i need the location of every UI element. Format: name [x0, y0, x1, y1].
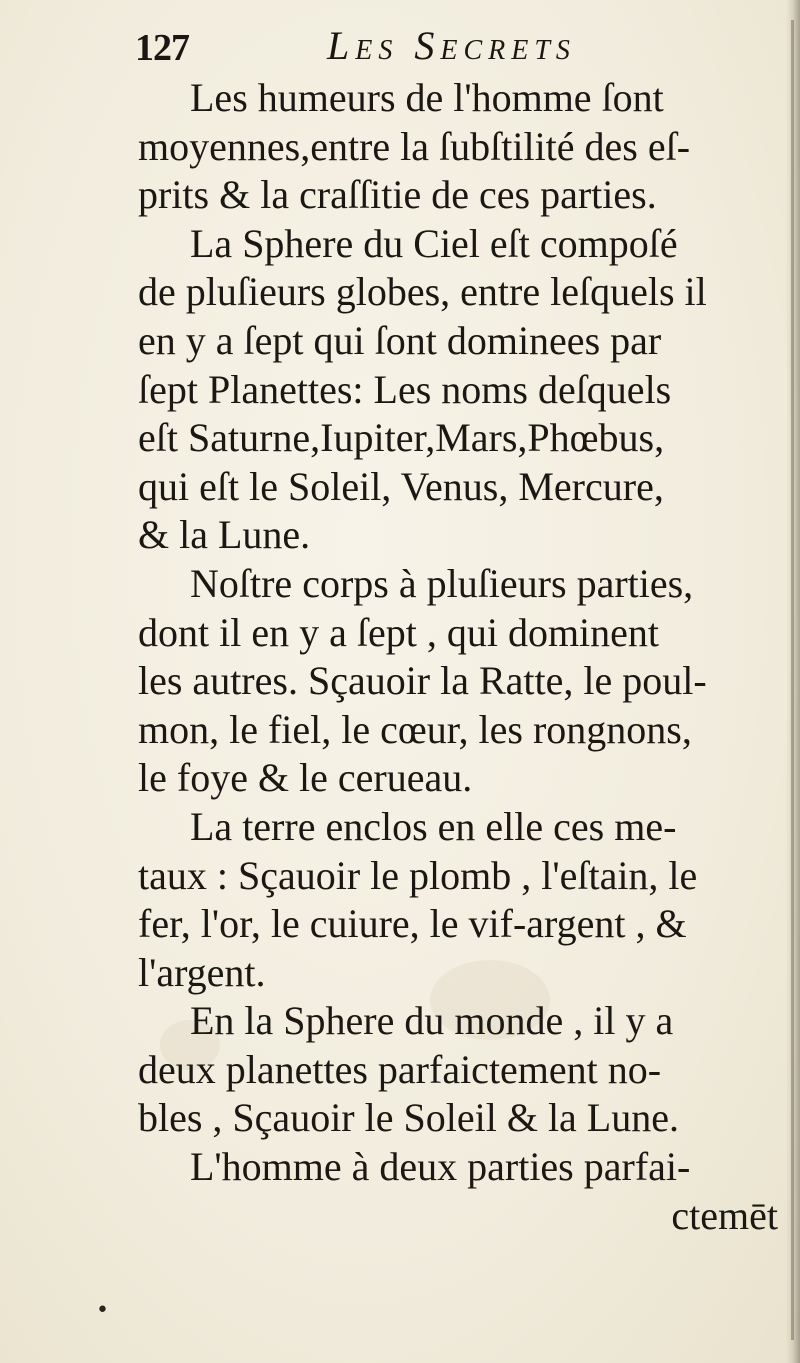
text-line: qui eſt le Soleil, Venus, Mercure,	[138, 463, 664, 509]
text-line: En la Sphere du monde , il y a	[190, 998, 674, 1044]
text-line: La terre enclos en elle ces me-	[190, 803, 677, 849]
page-body-text	[138, 74, 790, 1240]
ink-mark: •	[96, 1298, 109, 1323]
page-edge	[786, 0, 800, 1363]
text-line: le foye & le cerueau.	[138, 755, 473, 801]
running-header	[135, 22, 735, 72]
text-line: mon, le fiel, le cœur, les rongnons,	[138, 706, 692, 752]
text-line: prits & la craſſitie de ces parties.	[138, 172, 657, 218]
text-line: & la Lune.	[138, 512, 311, 558]
text-line: de pluſieurs globes, entre leſquels il	[138, 269, 707, 315]
text-line: Les humeurs de l'homme ſont	[190, 75, 664, 120]
text-line: moyennes,entre la ſubſtilité des eſ-	[138, 123, 691, 169]
page-number: 127	[135, 27, 189, 69]
text-line: l'argent.	[138, 949, 266, 995]
text-line: La Sphere du Ciel eſt compoſé	[190, 220, 678, 266]
text-line: ſept Planettes: Les noms deſquels	[138, 366, 672, 412]
text-line: deux planettes parfaictement no-	[138, 1046, 662, 1092]
text-line: bles , Sçauoir le Soleil & la Lune.	[138, 1095, 679, 1141]
running-title: Les Secrets	[327, 23, 576, 68]
text-line: taux : Sçauoir le plomb , l'eſtain, le	[138, 852, 698, 898]
text-line: fer, l'or, le cuiure, le vif-argent , &	[138, 901, 687, 947]
text-line: en y a ſept qui ſont dominees par	[138, 317, 662, 363]
text-line: Noſtre corps à pluſieurs parties,	[190, 560, 694, 606]
text-line: ctemēt	[671, 1192, 778, 1238]
text-line: eſt Saturne,Iupiter,Mars,Phœbus,	[138, 415, 665, 461]
text-line: L'homme à deux parties parfai-	[190, 1144, 691, 1190]
text-line: les autres. Sçauoir la Ratte, le poul-	[138, 658, 707, 704]
text-line: dont il en y a ſept , qui dominent	[138, 609, 660, 655]
